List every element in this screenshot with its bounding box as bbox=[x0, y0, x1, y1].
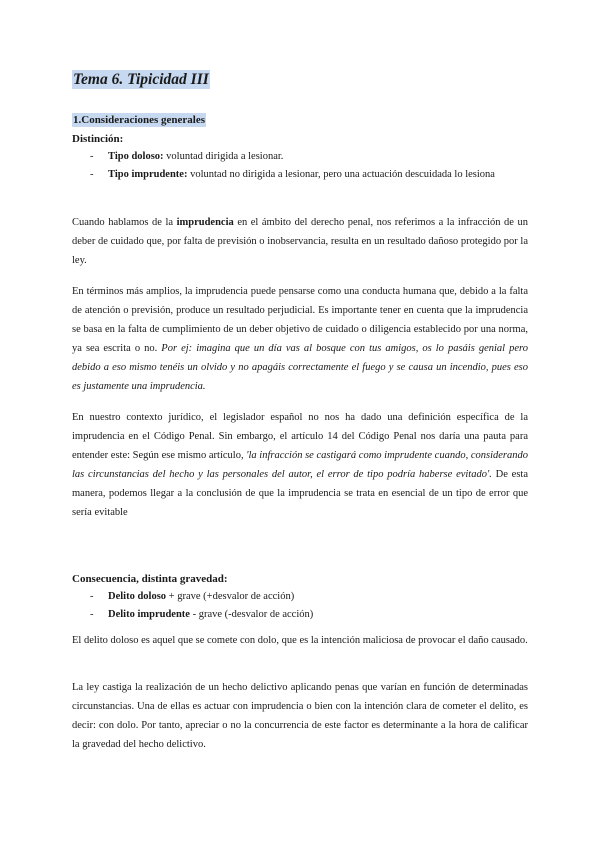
list-item-description: voluntad no dirigida a lesionar, pero una actuación descuidada lo lesiona bbox=[187, 169, 495, 180]
list-item-term: Tipo imprudente: bbox=[108, 169, 188, 180]
paragraph-broader-terms bbox=[72, 282, 528, 396]
distinction-list bbox=[72, 149, 528, 183]
section-heading-general: 1.Consideraciones generales bbox=[73, 114, 205, 126]
paragraph-imprudence-definition bbox=[72, 213, 528, 270]
list-item bbox=[72, 167, 528, 183]
list-item-description: voluntad dirigida a lesionar. bbox=[163, 151, 284, 162]
consequence-heading: Consecuencia, distinta gravedad: bbox=[72, 573, 228, 585]
section-consequence bbox=[72, 572, 528, 623]
paragraph-doloso-definition: El delito doloso es aquel que se comete con dolo, que es la intención maliciosa de provocar el daño causado. bbox=[72, 635, 528, 646]
distinction-heading: Distinción: bbox=[72, 133, 124, 145]
consequence-list bbox=[72, 589, 528, 623]
paragraph-text: Cuando hablamos de la bbox=[72, 217, 177, 228]
paragraph-text: De esta manera, podemos llegar a la conclusión de que la imprudencia se trata en esencial de un tipo de error que sería evitable bbox=[72, 469, 528, 518]
list-item-term: Tipo doloso: bbox=[108, 151, 164, 162]
list-item-term: Delito imprudente bbox=[108, 609, 190, 620]
list-item bbox=[72, 589, 528, 605]
list-item-term: Delito doloso bbox=[108, 591, 167, 602]
paragraph-quote: 'la infracción se castigará como imprudente cuando, considerando las circunstancias del hecho y las personales del autor, el error de tipo podría haberse evitado'. bbox=[72, 450, 529, 480]
list-item-description: + grave (+desvalor de acción) bbox=[166, 591, 295, 602]
section-general bbox=[72, 89, 528, 183]
paragraph-text: en el ámbito del derecho penal, nos referimos a la infracción de un deber de cuidado que, por falta de previsión o inobservancia, resulta en un resultado dañoso protegido por la ley. bbox=[72, 217, 528, 266]
paragraph-example: Por ej: imagina que un día vas al bosque con tus amigos, os lo pasáis genial pero debido a eso mismo tenéis un olvido y no apagáis correctamente el fuego y se causa un incendio, pues eso es justamente una imprudencia. bbox=[72, 343, 528, 392]
paragraph-penalties: La ley castiga la realización de un hecho delictivo aplicando penas que varían en función de determinadas circunstancias. Una de ellas es actuar con imprudencia o bien con la intención clara de cometer el delito, es decir: con dolo. Por tanto, apreciar o no la concurrencia de este factor es determinante a la hora de calificar la gravedad del hecho delictivo. bbox=[72, 682, 528, 750]
paragraph-text: En términos más amplios, la imprudencia puede pensarse como una conducta humana que, debido a la falta de atención o previsión, produce un resultado perjudicial. Es importante tener en cuenta que la imprudencia se basa en la falta de cumplimiento de un deber objetivo de cuidado o diligencia establecido por una norma, ya sea escrita o no. bbox=[72, 286, 528, 354]
paragraph-text: En nuestro contexto jurídico, el legislador español no nos ha dado una definición específica de la imprudencia en el Código Penal. Sin embargo, el artículo 14 del Código Penal nos daría una pauta para entender este: Según ese mismo artículo, bbox=[72, 412, 528, 461]
dash-bullet: - bbox=[90, 591, 94, 602]
list-item-description: - grave (-desvalor de acción) bbox=[189, 609, 314, 620]
keyword-imprudencia: imprudencia bbox=[176, 217, 234, 228]
list-item bbox=[72, 607, 528, 623]
page-title: Tema 6. Tipicidad III bbox=[73, 71, 209, 88]
dash-bullet: - bbox=[90, 609, 94, 620]
list-item bbox=[72, 149, 528, 165]
dash-bullet: - bbox=[90, 169, 94, 180]
dash-bullet: - bbox=[90, 151, 94, 162]
paragraph-legal-context bbox=[72, 408, 528, 522]
